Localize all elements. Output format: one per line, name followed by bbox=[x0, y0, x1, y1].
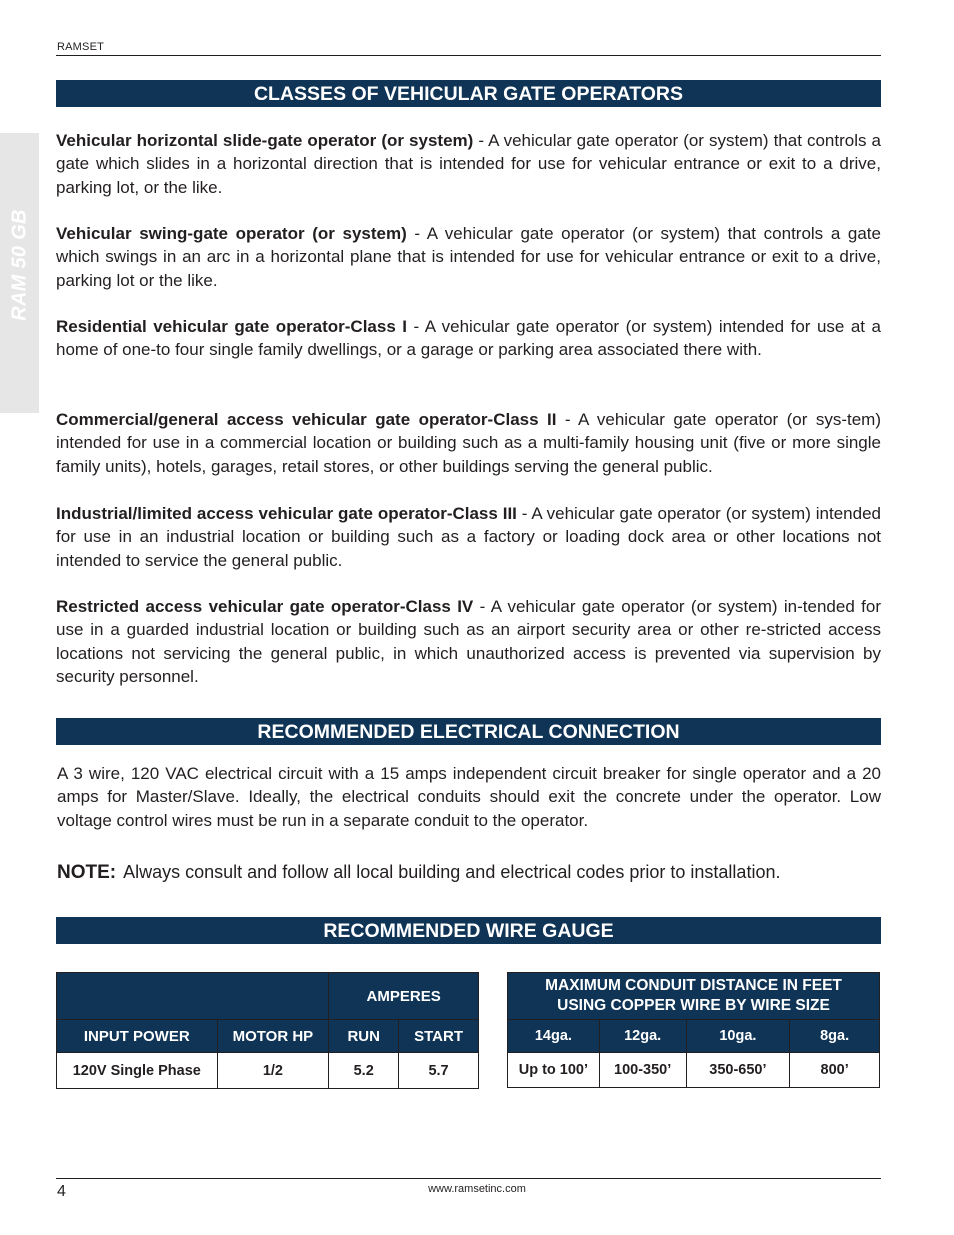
definition-term: Vehicular horizontal slide-gate operator (or system) bbox=[56, 131, 474, 150]
section-heading-classes: CLASSES OF VEHICULAR GATE OPERATORS bbox=[56, 80, 881, 107]
section-heading-wire-gauge: RECOMMENDED WIRE GAUGE bbox=[56, 917, 881, 944]
definition-text: - A vehicular gate operator (or system) that controls a gate which swings in an arc in a horizontal plane that is intended for use for vehicular entrance or exit to a drive, parking lot or the like. bbox=[56, 224, 881, 290]
col-header-run: RUN bbox=[329, 1020, 399, 1053]
definition-class-2 bbox=[56, 408, 881, 478]
definition-class-1 bbox=[56, 315, 881, 362]
definition-text: - A vehicular gate operator (or system) in-tended for use in a guarded industrial location or building such as an airport security area or other re-stricted access locations not servicing the general public, in which unauthorized access is prevented via supervision by security personnel. bbox=[56, 597, 881, 686]
header-divider bbox=[56, 55, 881, 56]
col-header-start: START bbox=[399, 1020, 479, 1053]
cell-8ga: 800’ bbox=[790, 1053, 880, 1088]
conduit-table-title bbox=[508, 973, 880, 1020]
definition-text: - A vehicular gate operator (or sys-tem) intended for use in a commercial location or building such as a multi-family housing unit (five or more single family units), hotels, garages, retail stores, or other buildings serving the general public. bbox=[56, 410, 882, 476]
col-header-12ga: 12ga. bbox=[599, 1020, 686, 1053]
col-header-14ga: 14ga. bbox=[508, 1020, 600, 1053]
cell-12ga: 100-350’ bbox=[599, 1053, 686, 1088]
definition-text: - A vehicular gate operator (or system) that controls a gate which slides in a horizontal direction that is intended for use for vehicular entrance or exit to a drive, parking lot, or the like. bbox=[56, 131, 882, 197]
definition-term: Commercial/general access vehicular gate operator-Class II bbox=[56, 410, 557, 429]
footer-divider bbox=[56, 1178, 881, 1179]
footer-url[interactable]: www.ramsetinc.com bbox=[428, 1183, 526, 1195]
header-brand: RAMSET bbox=[57, 41, 105, 53]
page-number: 4 bbox=[57, 1183, 66, 1200]
section-heading-electrical: RECOMMENDED ELECTRICAL CONNECTION bbox=[56, 718, 881, 745]
col-header-input-power: INPUT POWER bbox=[57, 1020, 218, 1053]
definition-class-4 bbox=[56, 595, 881, 688]
cell-10ga: 350-650’ bbox=[686, 1053, 790, 1088]
electrical-note bbox=[57, 860, 780, 885]
electrical-body: A 3 wire, 120 VAC electrical circuit with a 15 amps independent circuit breaker for single operator and a 20 amps for Master/Slave. Ideally, the electrical conduits should exit the concrete under the operator. Low voltage control wires must be run in a separate conduit to the operator. bbox=[57, 764, 881, 830]
definition-text: - A vehicular gate operator (or system) intended for use in an industrial location or building such as a factory or loading dock area or other locations not intended to service the general public. bbox=[56, 504, 881, 570]
definition-term: Restricted access vehicular gate operator-Class IV bbox=[56, 597, 474, 616]
amperes-header: AMPERES bbox=[329, 973, 479, 1020]
cell-14ga: Up to 100’ bbox=[508, 1053, 600, 1088]
definition-text: - A vehicular gate operator (or system) intended for use at a home of one-to four single family dwellings, or a garage or parking area associated there with. bbox=[56, 317, 881, 360]
col-header-8ga: 8ga. bbox=[790, 1020, 880, 1053]
definition-swing-gate bbox=[56, 222, 881, 292]
definition-term: Vehicular swing-gate operator (or system) bbox=[56, 224, 407, 243]
cell-motor-hp: 1/2 bbox=[217, 1053, 329, 1089]
cell-start: 5.7 bbox=[399, 1053, 479, 1089]
note-label: NOTE: bbox=[57, 862, 117, 883]
note-text: Always consult and follow all local building and electrical codes prior to installation. bbox=[123, 862, 781, 882]
conduit-title-line-2: USING COPPER WIRE BY WIRE SIZE bbox=[557, 997, 830, 1014]
side-tab-label: RAM 50 GB bbox=[8, 209, 31, 321]
cell-run: 5.2 bbox=[329, 1053, 399, 1089]
conduit-table bbox=[507, 972, 880, 1088]
definition-term: Industrial/limited access vehicular gate operator-Class III bbox=[56, 504, 517, 523]
conduit-title-line-1: MAXIMUM CONDUIT DISTANCE IN FEET bbox=[545, 977, 842, 994]
power-table-corner bbox=[57, 973, 329, 1020]
power-table bbox=[56, 972, 479, 1089]
col-header-10ga: 10ga. bbox=[686, 1020, 790, 1053]
col-header-motor-hp: MOTOR HP bbox=[217, 1020, 329, 1053]
definition-slide-gate bbox=[56, 129, 881, 199]
cell-input-power: 120V Single Phase bbox=[57, 1053, 218, 1089]
definition-class-3 bbox=[56, 502, 881, 572]
definition-term: Residential vehicular gate operator-Class I bbox=[56, 317, 408, 336]
